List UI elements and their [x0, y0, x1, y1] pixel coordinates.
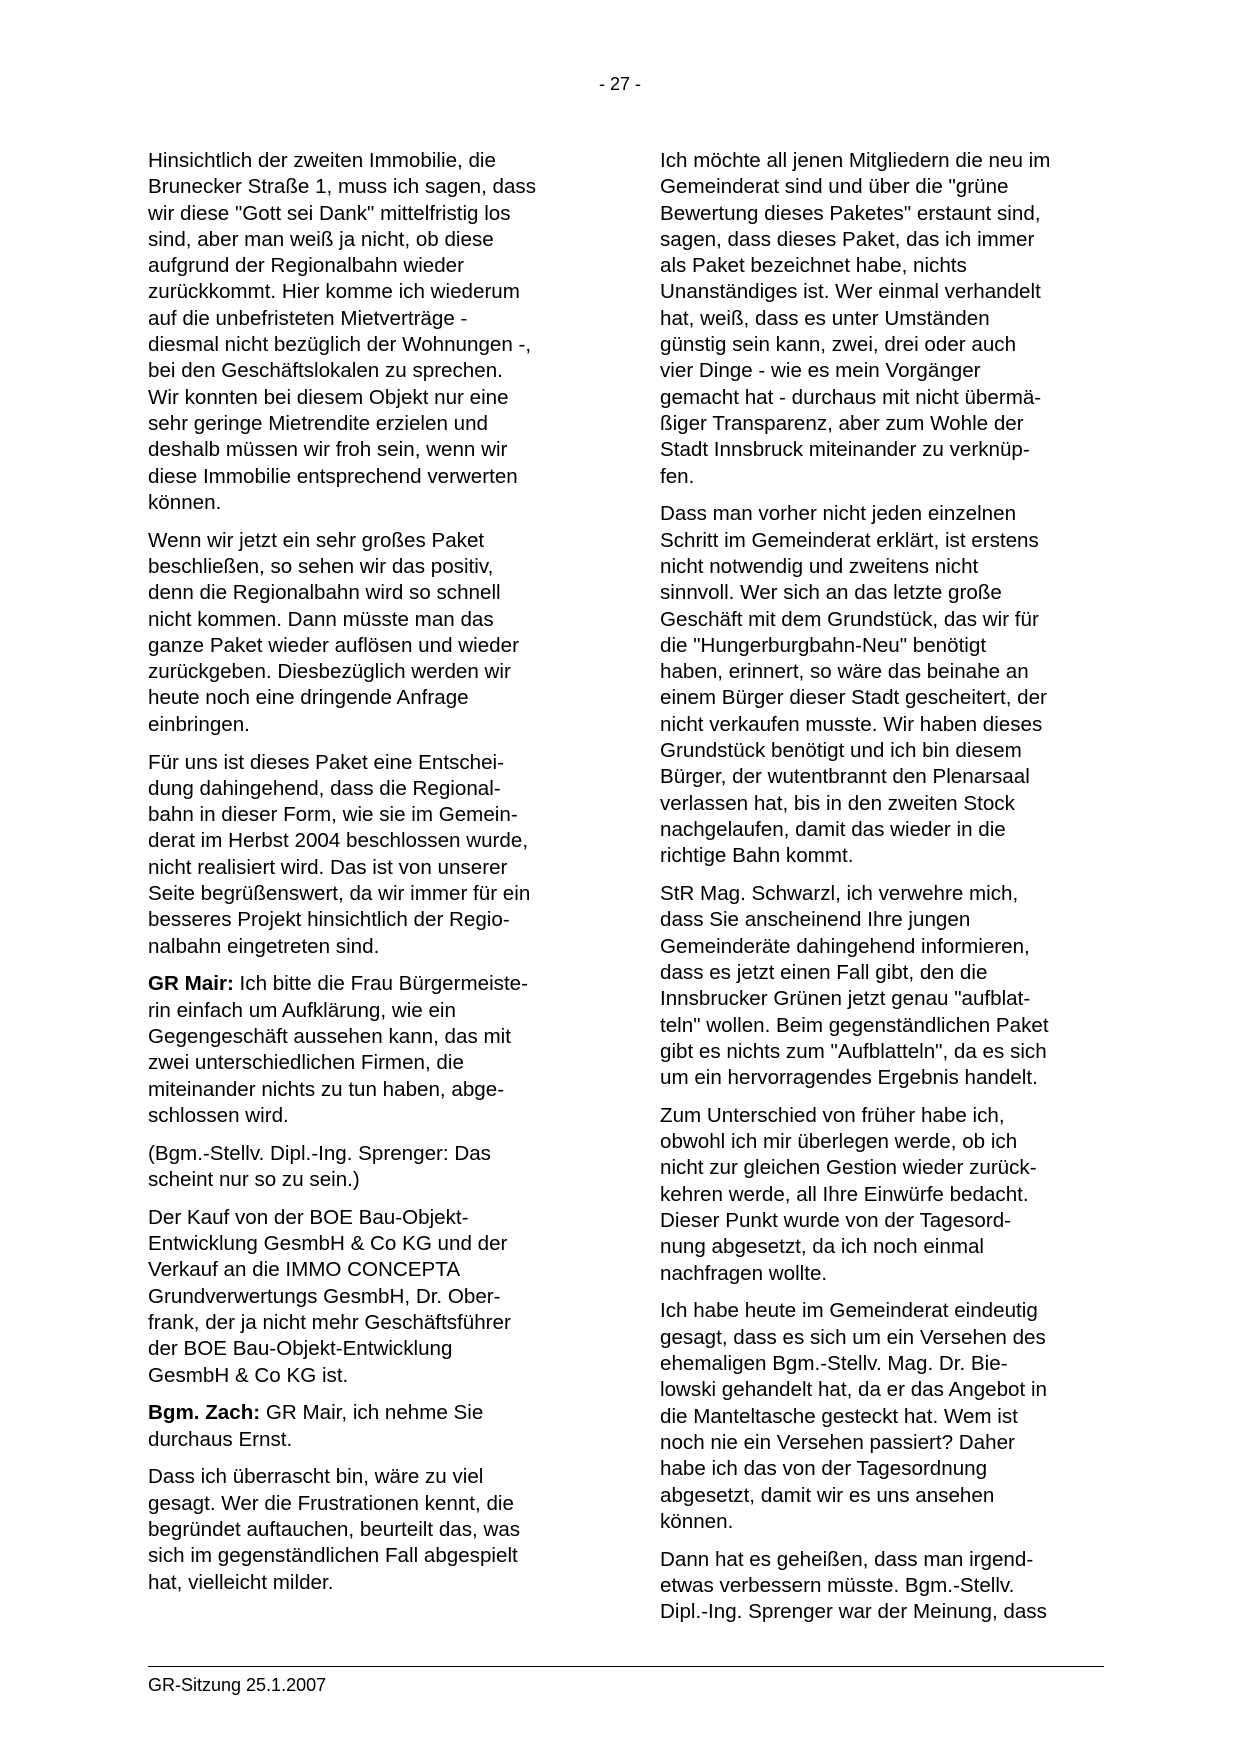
line-text: hat, vielleicht milder. — [148, 1570, 334, 1594]
line-text: nicht verkaufen musste. Wir haben dieses — [660, 712, 1043, 736]
text-line — [660, 437, 1106, 463]
line-text: begründet auftauchen, beurteilt das, was — [148, 1518, 521, 1542]
text-line — [148, 554, 588, 580]
text-line — [660, 659, 1106, 685]
line-text: nalbahn eingetreten sind. — [148, 934, 380, 958]
text-line — [148, 1024, 588, 1050]
text-line — [660, 1509, 1106, 1535]
line-text: Dipl.-Ing. Sprenger war der Meinung, dass — [660, 1600, 1047, 1624]
line-text: richtige Bahn kommt. — [660, 844, 854, 868]
text-line — [148, 358, 588, 384]
text-line — [660, 1351, 1106, 1377]
line-text: Unanständiges ist. Wer einmal verhandelt — [660, 280, 1041, 304]
text-line — [148, 332, 588, 358]
line-text: zurückkommt. Hier komme ich wiederum — [148, 280, 520, 304]
line-text: sich im gegenständlichen Fall abgespielt — [148, 1544, 518, 1568]
line-text: Seite begrüßenswert, da wir immer für ein — [148, 882, 531, 906]
text-line — [148, 1050, 588, 1076]
text-line — [148, 1517, 588, 1543]
line-text: Ich bitte die Frau Bürgermeiste- — [233, 972, 528, 996]
line-text: scheint nur so zu sein.) — [148, 1167, 360, 1191]
line-text: Wenn wir jetzt ein sehr großes Paket — [148, 528, 485, 552]
line-text: Gegengeschäft aussehen kann, das mit — [148, 1025, 511, 1048]
paragraph — [148, 528, 588, 738]
text-line — [148, 437, 588, 463]
text-line — [660, 1013, 1106, 1039]
line-text: dass Sie anscheinend Ihre jungen — [660, 908, 971, 932]
text-line — [660, 1377, 1106, 1403]
line-text: wir diese "Gott sei Dank" mittelfristig los — [148, 201, 511, 225]
text-line — [660, 934, 1106, 960]
line-text: Gemeinderäte dahingehend informieren, — [660, 934, 1030, 958]
text-line — [660, 174, 1106, 200]
line-text: sehr geringe Mietrendite erzielen und — [148, 411, 488, 435]
line-text: StR Mag. Schwarzl, ich verwehre mich, — [660, 882, 1019, 906]
line-text: Hinsichtlich der zweiten Immobilie, die — [148, 149, 496, 172]
text-line — [660, 817, 1106, 843]
line-text: noch nie ein Versehen passiert? Daher — [660, 1430, 1015, 1454]
paragraph — [148, 1464, 588, 1595]
line-text: als Paket bezeichnet habe, nichts — [660, 254, 967, 278]
line-text: GR Mair, ich nehme Sie — [260, 1401, 484, 1425]
line-text: bei den Geschäftslokalen zu sprechen. — [148, 359, 503, 383]
text-line — [148, 411, 588, 437]
text-line — [148, 306, 588, 332]
line-text: Entwicklung GesmbH & Co KG und der — [148, 1232, 508, 1256]
line-text: aufgrund der Regionalbahn wieder — [148, 254, 464, 278]
line-text: günstig sein kann, zwei, drei oder auch — [660, 333, 1017, 357]
text-line — [660, 1483, 1106, 1509]
line-text: die Manteltasche gesteckt hat. Wem ist — [660, 1404, 1018, 1428]
text-line — [148, 907, 588, 933]
text-line — [148, 1257, 588, 1283]
paragraph — [148, 148, 588, 516]
text-line — [660, 148, 1106, 174]
text-line — [660, 881, 1106, 907]
text-line — [148, 1363, 588, 1389]
text-line — [660, 960, 1106, 986]
line-text: Grundverwertungs GesmbH, Dr. Ober- — [148, 1284, 501, 1308]
line-text: nung abgesetzt, da ich noch einmal — [660, 1235, 984, 1259]
speaker-name: GR Mair: — [148, 972, 234, 996]
text-line — [660, 1039, 1106, 1065]
line-text: deshalb müssen wir froh sein, wenn wir — [148, 438, 508, 462]
line-text: rin einfach um Aufklärung, wie ein — [148, 998, 456, 1022]
footer-session-date: GR-Sitzung 25.1.2007 — [148, 1675, 327, 1695]
text-line — [148, 201, 588, 227]
text-line — [148, 802, 588, 828]
text-line — [148, 253, 588, 279]
text-line — [148, 1205, 588, 1231]
text-line — [148, 659, 588, 685]
paragraph — [148, 1400, 588, 1453]
paragraph — [148, 1205, 588, 1389]
line-text: lowski gehandelt hat, da er das Angebot in — [660, 1378, 1047, 1402]
text-line — [660, 1103, 1106, 1129]
line-text: vier Dinge - wie es mein Vorgänger — [660, 359, 981, 383]
text-line — [148, 1464, 588, 1490]
paragraph — [660, 1547, 1106, 1626]
line-text: einbringen. — [148, 712, 250, 736]
text-line — [660, 306, 1106, 332]
line-text: Zum Unterschied von früher habe ich, — [660, 1103, 1005, 1127]
line-text: hat, weiß, dass es unter Umständen — [660, 306, 990, 330]
line-text: Dieser Punkt wurde von der Tagesord- — [660, 1209, 1012, 1233]
line-text: können. — [660, 1509, 734, 1533]
text-line — [148, 1141, 588, 1167]
line-text: gemacht hat - durchaus mit nicht übermä- — [660, 385, 1042, 409]
text-line — [660, 464, 1106, 490]
line-text: Bewertung dieses Paketes" erstaunt sind, — [660, 201, 1041, 225]
line-text: zwei unterschiedlichen Firmen, die — [148, 1051, 464, 1075]
footer-divider — [148, 1666, 1104, 1667]
text-line — [660, 712, 1106, 738]
text-line — [148, 855, 588, 881]
line-text: gesagt. Wer die Frustrationen kennt, die — [148, 1491, 514, 1515]
line-text: abgesetzt, damit wir es uns ansehen — [660, 1483, 995, 1507]
text-line — [660, 1065, 1106, 1091]
line-text: der BOE Bau-Objekt-Entwicklung — [148, 1337, 453, 1361]
text-line — [148, 1491, 588, 1517]
line-text: können. — [148, 490, 222, 514]
text-line — [148, 1427, 588, 1453]
text-line — [148, 464, 588, 490]
text-line — [660, 580, 1106, 606]
text-line — [148, 750, 588, 776]
text-line — [148, 1543, 588, 1569]
line-text: Brunecker Straße 1, muss ich sagen, dass — [148, 175, 537, 199]
text-line — [660, 1298, 1106, 1324]
line-text: um ein hervorragendes Ergebnis handelt. — [660, 1066, 1038, 1090]
text-line — [660, 986, 1106, 1012]
text-line — [660, 1208, 1106, 1234]
line-text: auf die unbefristeten Mietverträge - — [148, 306, 468, 330]
text-line — [148, 1167, 588, 1193]
text-line — [660, 607, 1106, 633]
paragraph — [660, 1298, 1106, 1535]
line-text: ehemaligen Bgm.-Stellv. Mag. Dr. Bie- — [660, 1352, 1008, 1376]
line-text: frank, der ja nicht mehr Geschäftsführer — [148, 1310, 511, 1334]
text-line — [660, 843, 1106, 869]
line-text: (Bgm.-Stellv. Dipl.-Ing. Sprenger: Das — [148, 1141, 491, 1165]
text-line — [148, 633, 588, 659]
line-text: fen. — [660, 464, 695, 488]
line-text: sinnvoll. Wer sich an das letzte große — [660, 581, 1002, 605]
text-line — [148, 776, 588, 802]
text-line — [660, 1404, 1106, 1430]
text-line — [660, 685, 1106, 711]
line-text: Geschäft mit dem Grundstück, das wir für — [660, 607, 1039, 631]
paragraph — [660, 881, 1106, 1091]
line-text: dung dahingehend, dass die Regional- — [148, 776, 501, 800]
paragraph — [660, 501, 1106, 869]
line-text: durchaus Ernst. — [148, 1427, 293, 1451]
text-line — [148, 828, 588, 854]
line-text: nicht realisiert wird. Das ist von unserer — [148, 855, 508, 879]
line-text: Verkauf an die IMMO CONCEPTA — [148, 1258, 461, 1282]
text-line — [660, 633, 1106, 659]
text-line — [148, 580, 588, 606]
text-line — [660, 1155, 1106, 1181]
line-text: Gemeinderat sind und über die "grüne — [660, 175, 1009, 199]
line-text: Innsbrucker Grünen jetzt genau "aufblat- — [660, 987, 1031, 1011]
line-text: Der Kauf von der BOE Bau-Objekt- — [148, 1205, 469, 1229]
text-line — [660, 1182, 1106, 1208]
text-line — [148, 385, 588, 411]
text-line — [660, 1261, 1106, 1287]
text-column-right — [660, 148, 1106, 1637]
line-text: bahn in dieser Form, wie sie im Gemein- — [148, 803, 518, 827]
text-line — [148, 971, 588, 997]
text-line — [148, 1103, 588, 1129]
text-line — [660, 528, 1106, 554]
text-line — [148, 712, 588, 738]
text-line — [148, 490, 588, 516]
text-line — [148, 934, 588, 960]
text-line — [148, 528, 588, 554]
line-text: denn die Regionalbahn wird so schnell — [148, 581, 501, 605]
line-text: teln" wollen. Beim gegenständlichen Paket — [660, 1013, 1049, 1037]
text-line — [660, 385, 1106, 411]
text-line — [660, 791, 1106, 817]
line-text: derat im Herbst 2004 beschlossen wurde, — [148, 829, 529, 853]
text-line — [660, 332, 1106, 358]
line-text: schlossen wird. — [148, 1103, 289, 1127]
text-line — [148, 1336, 588, 1362]
text-line — [660, 1599, 1106, 1625]
line-text: nicht zur gleichen Gestion wieder zurück- — [660, 1156, 1037, 1180]
line-text: zurückgeben. Diesbezüglich werden wir — [148, 660, 511, 684]
line-text: gibt es nichts zum "Aufblatteln", da es sich — [660, 1039, 1047, 1063]
text-line — [660, 227, 1106, 253]
text-line — [148, 1310, 588, 1336]
line-text: etwas verbessern müsste. Bgm.-Stellv. — [660, 1573, 1015, 1597]
line-text: die "Hungerburgbahn-Neu" benötigt — [660, 633, 987, 657]
text-line — [148, 685, 588, 711]
text-line — [660, 1456, 1106, 1482]
paragraph — [148, 971, 588, 1129]
text-line — [148, 607, 588, 633]
line-text: Dass man vorher nicht jeden einzelnen — [660, 502, 1017, 526]
line-text: obwohl ich mir überlegen werde, ob ich — [660, 1130, 1018, 1154]
text-line — [148, 227, 588, 253]
text-line — [148, 174, 588, 200]
line-text: verlassen hat, bis in den zweiten Stock — [660, 791, 1015, 815]
line-text: miteinander nichts zu tun haben, abge- — [148, 1077, 505, 1101]
line-text: Ich möchte all jenen Mitgliedern die neu im — [660, 149, 1051, 172]
text-column-left — [148, 148, 588, 1607]
line-text: haben, erinnert, so wäre das beinahe an — [660, 660, 1029, 684]
line-text: sind, aber man weiß ja nicht, ob diese — [148, 227, 494, 251]
page-number: - 27 - — [598, 74, 641, 94]
line-text: heute noch eine dringende Anfrage — [148, 686, 469, 710]
text-line — [660, 501, 1106, 527]
line-text: Dass ich überrascht bin, wäre zu viel — [148, 1465, 484, 1489]
text-line — [660, 907, 1106, 933]
line-text: Schritt im Gemeinderat erklärt, ist erstens — [660, 528, 1039, 552]
line-text: nicht kommen. Dann müsste man das — [148, 607, 494, 631]
line-text: diesmal nicht bezüglich der Wohnungen -, — [148, 333, 532, 357]
text-line — [148, 1284, 588, 1310]
text-line — [148, 1231, 588, 1257]
line-text: nachgelaufen, damit das wieder in die — [660, 817, 1006, 841]
line-text: Bürger, der wutentbrannt den Plenarsaal — [660, 765, 1030, 789]
line-text: sagen, dass dieses Paket, das ich immer — [660, 227, 1035, 251]
text-line — [660, 764, 1106, 790]
line-text: Ich habe heute im Gemeinderat eindeutig — [660, 1299, 1038, 1323]
text-line — [148, 1400, 588, 1426]
line-text: Stadt Innsbruck miteinander zu verknüp- — [660, 438, 1030, 462]
line-text: nachfragen wollte. — [660, 1261, 828, 1285]
text-line — [660, 1430, 1106, 1456]
line-text: Grundstück benötigt und ich bin diesem — [660, 739, 1022, 763]
line-text: einem Bürger dieser Stadt gescheitert, der — [660, 686, 1047, 710]
text-line — [660, 201, 1106, 227]
text-line — [148, 279, 588, 305]
line-text: beschließen, so sehen wir das positiv, — [148, 554, 494, 578]
line-text: Dann hat es geheißen, dass man irgend- — [660, 1547, 1034, 1571]
text-line — [148, 998, 588, 1024]
text-line — [660, 253, 1106, 279]
text-line — [660, 411, 1106, 437]
text-line — [148, 148, 588, 174]
text-line — [660, 1325, 1106, 1351]
text-line — [148, 1077, 588, 1103]
text-line — [148, 1570, 588, 1596]
line-text: nicht notwendig und zweitens nicht — [660, 554, 979, 578]
line-text: ganze Paket wieder auflösen und wieder — [148, 633, 519, 657]
paragraph — [148, 1141, 588, 1194]
text-line — [660, 358, 1106, 384]
line-text: GesmbH & Co KG ist. — [148, 1363, 349, 1387]
text-line — [660, 279, 1106, 305]
line-text: kehren werde, all Ihre Einwürfe bedacht. — [660, 1182, 1029, 1206]
line-text: Für uns ist dieses Paket eine Entschei- — [148, 750, 504, 774]
paragraph — [660, 1103, 1106, 1287]
line-text: dass es jetzt einen Fall gibt, den die — [660, 960, 988, 984]
text-line — [660, 1573, 1106, 1599]
line-text: diese Immobilie entsprechend verwerten — [148, 464, 518, 488]
paragraph — [660, 148, 1106, 490]
line-text: gesagt, dass es sich um ein Versehen des — [660, 1325, 1046, 1349]
text-line — [660, 1547, 1106, 1573]
text-line — [660, 738, 1106, 764]
line-text: ßiger Transparenz, aber zum Wohle der — [660, 411, 1024, 435]
line-text: habe ich das von der Tagesordnung — [660, 1457, 988, 1481]
paragraph — [148, 750, 588, 960]
line-text: Wir konnten bei diesem Objekt nur eine — [148, 385, 509, 409]
text-line — [660, 1129, 1106, 1155]
text-line — [148, 881, 588, 907]
text-line — [660, 554, 1106, 580]
line-text: besseres Projekt hinsichtlich der Regio- — [148, 908, 510, 932]
text-line — [660, 1234, 1106, 1260]
speaker-name: Bgm. Zach: — [148, 1401, 261, 1425]
